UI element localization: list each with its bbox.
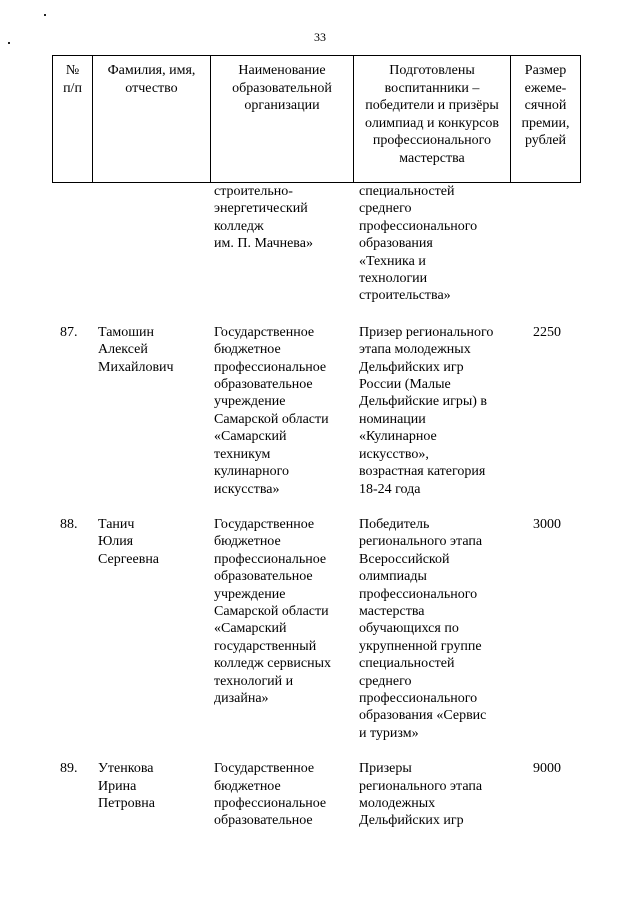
- text-line: номинации: [359, 411, 426, 427]
- text-line: «Самарский: [214, 621, 287, 637]
- text-line: Призер регионального: [359, 324, 494, 340]
- text-line: ежеме-: [524, 80, 567, 96]
- text-line: Утенкова: [98, 761, 154, 777]
- text-line: п/п: [63, 80, 82, 96]
- text-line: «Техника и: [359, 253, 426, 269]
- text-line: мастерства: [399, 150, 465, 166]
- text-line: регионального этапа: [359, 778, 483, 794]
- text-line: №: [65, 63, 80, 78]
- full-name-cell: [92, 516, 210, 742]
- text-line: Призеры: [359, 761, 412, 777]
- text-line: Подготовлены: [389, 63, 475, 78]
- text-line: сячной: [524, 98, 567, 113]
- text-line: государственный: [214, 638, 317, 654]
- text-line: строительно-: [214, 184, 293, 199]
- organization-cell: [210, 516, 353, 742]
- text-line: профессионального: [372, 133, 492, 148]
- text-line: организации: [244, 98, 320, 113]
- header-organization: [211, 56, 354, 183]
- award-cell: 3000: [533, 516, 561, 532]
- text-line: колледж сервисных: [214, 656, 332, 672]
- text-line: Государственное: [214, 761, 315, 777]
- text-line: образовательной: [232, 80, 332, 96]
- text-line: искусство»,: [359, 446, 429, 462]
- row-number: 88.: [60, 516, 78, 532]
- text-line: олимпиады: [359, 569, 427, 585]
- text-line: Победитель: [359, 516, 430, 532]
- text-line: отчество: [125, 80, 178, 96]
- text-line: укрупненной группе: [359, 638, 482, 654]
- text-line: учреждение: [214, 586, 286, 602]
- text-line: специальностей: [359, 184, 455, 199]
- text-line: Государственное: [214, 324, 315, 340]
- text-line: образовательное: [214, 569, 313, 585]
- text-line: образовательное: [214, 813, 313, 829]
- text-line: бюджетное: [214, 534, 281, 550]
- text-line: технологии: [359, 271, 428, 287]
- full-name-cell: [92, 760, 210, 830]
- text-line: премии,: [521, 115, 570, 131]
- text-line: техникум: [214, 446, 271, 462]
- text-line: мастерства: [359, 603, 425, 619]
- text-line: профессиональное: [214, 359, 327, 375]
- organization-cell: [210, 183, 353, 305]
- text-line: специальностей: [359, 656, 455, 672]
- text-line: кулинарного: [214, 464, 290, 480]
- text-line: Наименование: [238, 63, 326, 78]
- text-line: олимпиад и конкурсов: [365, 115, 499, 131]
- text-line: профессионального: [359, 690, 478, 706]
- text-line: профессионального: [359, 586, 478, 602]
- table-header: [52, 55, 581, 183]
- text-line: образования «Сервис: [359, 708, 487, 724]
- text-line: профессиональное: [214, 796, 327, 811]
- prepared-cell: [353, 516, 510, 742]
- text-line: обучающихся по: [359, 621, 459, 637]
- text-line: 18-24 года: [359, 481, 421, 497]
- text-line: «Кулинарное: [359, 429, 437, 445]
- text-line: колледж: [214, 218, 264, 234]
- row-number: 89.: [60, 761, 78, 777]
- table-body: [52, 183, 580, 830]
- text-line: Ирина: [98, 778, 137, 794]
- text-line: Дельфийские игры) в: [359, 394, 487, 410]
- text-line: профессионального: [359, 218, 478, 234]
- text-line: Фамилия, имя,: [107, 63, 196, 78]
- table-row: [52, 516, 580, 742]
- text-line: среднего: [359, 201, 412, 217]
- text-line: бюджетное: [214, 778, 281, 794]
- text-line: строительства»: [359, 288, 451, 304]
- text-line: Танич: [98, 516, 135, 532]
- text-line: образования: [359, 236, 433, 252]
- award-cell: 9000: [533, 761, 561, 777]
- header-number: [53, 56, 93, 183]
- text-line: искусства»: [214, 481, 280, 497]
- header-prepared-winners: [354, 56, 511, 183]
- scan-speck: [44, 14, 46, 16]
- text-line: им. П. Мачнева»: [214, 236, 313, 252]
- text-line: Размер: [524, 63, 567, 78]
- text-line: молодежных: [359, 796, 436, 811]
- header-award-size: [511, 56, 581, 183]
- text-line: Всероссийской: [359, 551, 450, 567]
- text-line: этапа молодежных: [359, 342, 471, 358]
- text-line: Тамошин: [98, 324, 155, 340]
- text-line: образовательное: [214, 377, 313, 393]
- full-name-cell: [92, 324, 210, 498]
- text-line: технологий и: [214, 673, 294, 689]
- text-line: бюджетное: [214, 342, 281, 358]
- text-line: Алексей: [98, 342, 148, 358]
- prepared-cell: [353, 760, 510, 830]
- text-line: среднего: [359, 673, 412, 689]
- text-line: Дельфийских игр: [359, 359, 464, 375]
- organization-cell: [210, 324, 353, 498]
- text-line: профессиональное: [214, 551, 327, 567]
- text-line: регионального этапа: [359, 534, 483, 550]
- header-full-name: [93, 56, 211, 183]
- text-line: Государственное: [214, 516, 315, 532]
- prepared-cell: [353, 324, 510, 498]
- table-row-continuation: [52, 183, 580, 305]
- text-line: воспитанники –: [384, 80, 480, 96]
- organization-cell: [210, 760, 353, 830]
- table-row: [52, 760, 580, 830]
- text-line: возрастная категория: [359, 464, 486, 480]
- text-line: и туризм»: [359, 725, 419, 741]
- page-number: 33: [314, 30, 326, 44]
- award-cell: 2250: [533, 324, 561, 340]
- row-number: 87.: [60, 324, 78, 340]
- text-line: Михайлович: [98, 359, 174, 375]
- text-line: победители и призёры: [365, 98, 499, 113]
- table-row: [52, 324, 580, 498]
- text-line: «Самарский: [214, 429, 287, 445]
- text-line: рублей: [524, 133, 567, 148]
- text-line: энергетический: [214, 201, 308, 217]
- text-line: Петровна: [98, 796, 155, 811]
- text-line: России (Малые: [359, 377, 451, 393]
- text-line: Юлия: [98, 534, 134, 550]
- text-line: Самарской области: [214, 603, 329, 619]
- text-line: дизайна»: [214, 690, 269, 706]
- prepared-cell: [353, 183, 510, 305]
- text-line: Сергеевна: [98, 551, 160, 567]
- text-line: Самарской области: [214, 411, 329, 427]
- text-line: Дельфийских игр: [359, 813, 464, 829]
- text-line: учреждение: [214, 394, 286, 410]
